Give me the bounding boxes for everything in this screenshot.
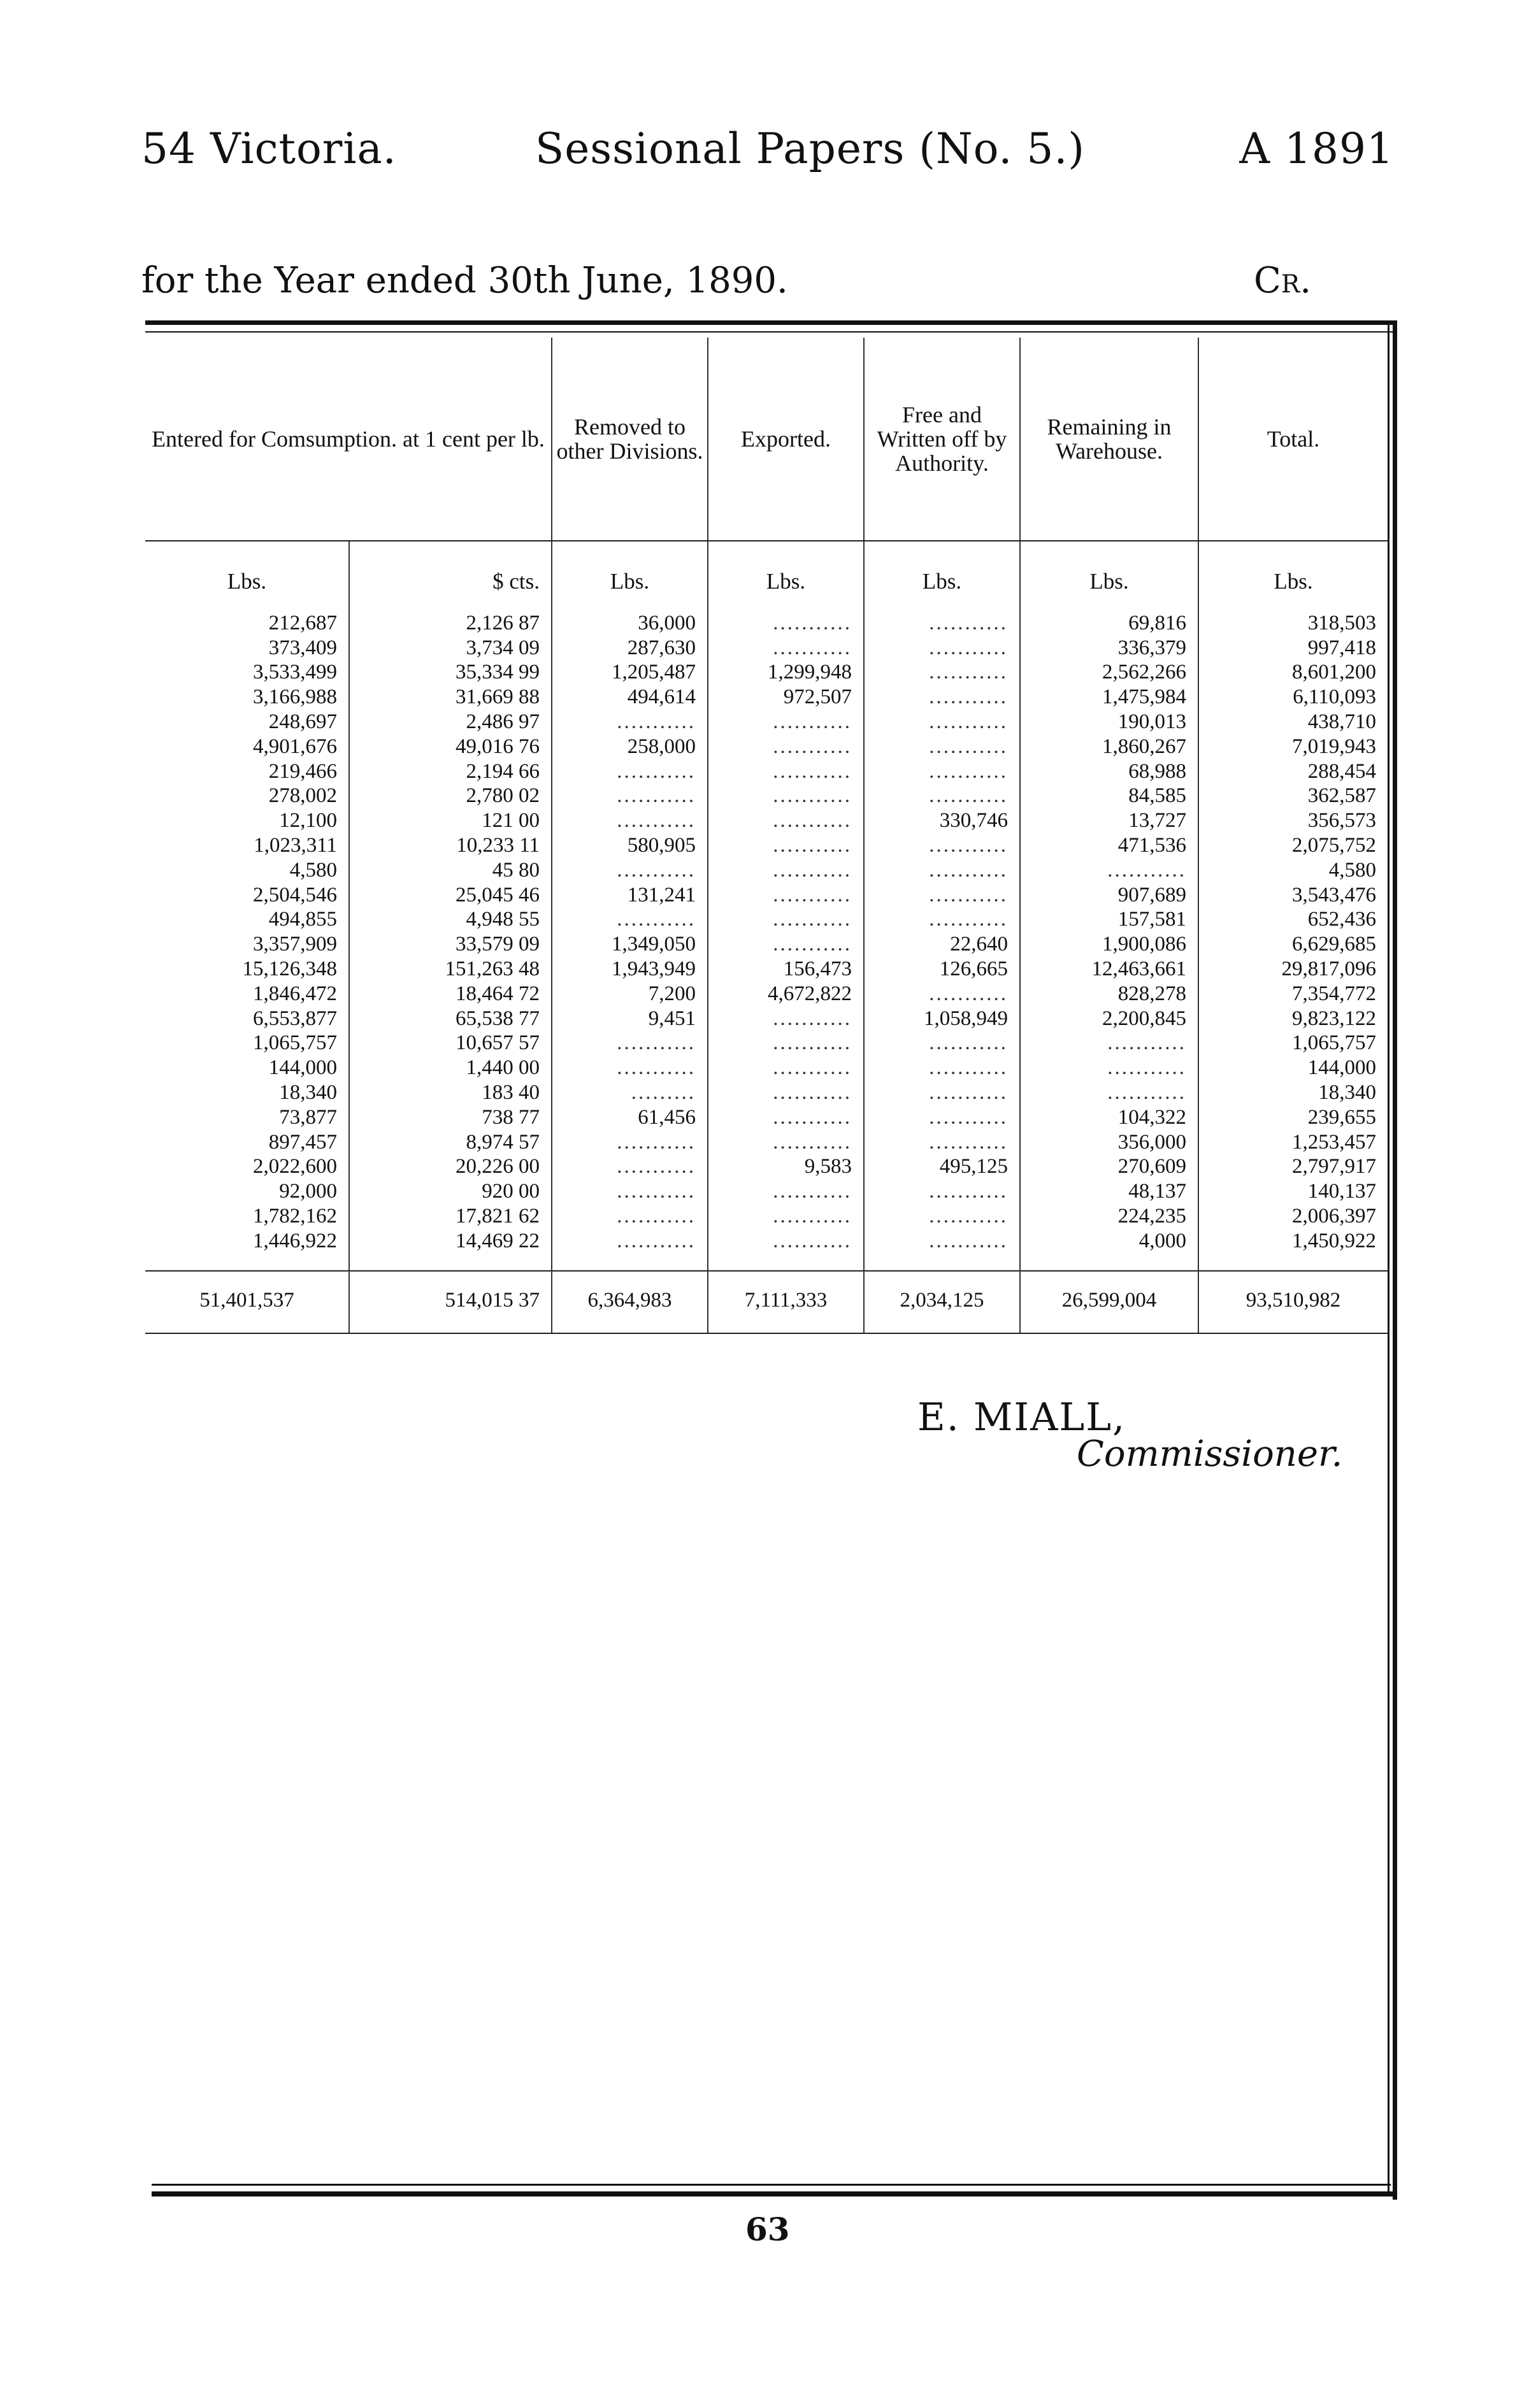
table-cell: ........... <box>773 636 852 659</box>
table-cell: 356,000 <box>1117 1130 1186 1154</box>
col-header-remaining: Remaining in Warehouse. <box>1020 338 1198 541</box>
table-cell: 270,609 <box>1117 1155 1186 1179</box>
credit-label: Cr. <box>1253 260 1311 301</box>
table-cell: 471,536 <box>1117 833 1186 857</box>
table-cell: 183 40 <box>482 1080 540 1104</box>
table-cell: 330,746 <box>939 809 1008 833</box>
table-cell: 3,357,909 <box>253 933 337 956</box>
table-cell: ........... <box>617 784 696 808</box>
consumption-duty-cell <box>349 611 552 1271</box>
table-cell: 18,340 <box>279 1080 337 1104</box>
table-cell: ........... <box>773 784 852 808</box>
table-cell: 20,226 00 <box>456 1155 540 1179</box>
table-cell: ........... <box>929 883 1008 907</box>
total-consumption-duty: 514,015 37 <box>349 1271 552 1334</box>
unit-lbs: Lbs. <box>552 541 708 611</box>
table-cell: 3,543,476 <box>1292 883 1376 907</box>
right-rule-thin <box>1388 320 1389 2197</box>
col-header-consumption: Entered for Comsumption. at 1 cent per lb. <box>145 338 552 541</box>
table-cell: 144,000 <box>268 1056 337 1080</box>
signature-name: E. MIALL, <box>917 1395 1126 1440</box>
table-cell: ........... <box>617 809 696 833</box>
table-cell: 356,573 <box>1307 809 1376 833</box>
table-cell: ........... <box>929 784 1008 808</box>
table-cell: 495,125 <box>939 1155 1008 1179</box>
table-cell: 997,418 <box>1307 636 1376 659</box>
table-cell: 258,000 <box>627 735 696 758</box>
table-cell: 1,299,948 <box>768 661 852 684</box>
header-title: Sessional Papers (No. 5.) <box>535 124 1086 173</box>
unit-dollars: $ cts. <box>349 541 552 611</box>
table-cell: ........... <box>617 908 696 931</box>
table-cell: 4,000 <box>1138 1229 1186 1252</box>
units-row <box>145 541 1388 611</box>
table-cell: 1,943,949 <box>612 957 696 980</box>
table-cell: 1,065,757 <box>1292 1031 1376 1055</box>
total-consumption-lbs: 51,401,537 <box>145 1271 349 1334</box>
table-cell: 2,486 97 <box>466 710 540 733</box>
table-cell: 10,233 11 <box>456 833 540 857</box>
table-cell: ........... <box>773 1080 852 1104</box>
table-cell: ........... <box>1107 1031 1186 1055</box>
table-cell: 104,322 <box>1117 1105 1186 1129</box>
table-cell: 121 00 <box>482 809 540 833</box>
table-cell: ........... <box>1107 1080 1186 1104</box>
table-cell: 907,689 <box>1117 883 1186 907</box>
table-cell: 8,974 57 <box>466 1130 540 1154</box>
table-cell: ........... <box>773 1031 852 1055</box>
table-cell: 7,019,943 <box>1292 735 1376 758</box>
table-cell: 84,585 <box>1128 784 1186 808</box>
table-cell: ........... <box>929 710 1008 733</box>
table-cell: ........... <box>929 661 1008 684</box>
table-cell: ........... <box>773 883 852 907</box>
unit-lbs: Lbs. <box>1020 541 1198 611</box>
table-cell: 1,205,487 <box>612 661 696 684</box>
table-cell: 1,475,984 <box>1102 685 1186 709</box>
table-cell: 2,562,266 <box>1102 661 1186 684</box>
table-cell: 2,780 02 <box>466 784 540 808</box>
table-cell: 2,022,600 <box>253 1155 337 1179</box>
table-cell: 131,241 <box>627 883 696 907</box>
table-cell: 1,900,086 <box>1102 933 1186 956</box>
table-cell: ........... <box>617 1180 696 1203</box>
table-cell: 224,235 <box>1117 1204 1186 1228</box>
table-cell: 1,846,472 <box>253 982 337 1005</box>
table-cell: ........... <box>929 982 1008 1005</box>
table-cell: ........... <box>617 1056 696 1080</box>
table-body-row <box>145 611 1388 1271</box>
table-cell: 61,456 <box>638 1105 696 1129</box>
table-cell: 126,665 <box>939 957 1008 980</box>
grand-total: 93,510,982 <box>1198 1271 1388 1334</box>
col-header-removed: Removed to other Divisions. <box>552 338 708 541</box>
table-cell: 68,988 <box>1128 759 1186 783</box>
table-cell: ........... <box>773 858 852 882</box>
table-cell: 920 00 <box>482 1180 540 1203</box>
table-cell: ........... <box>773 1007 852 1030</box>
table-cell: 219,466 <box>268 759 337 783</box>
table-cell: 6,553,877 <box>253 1007 337 1030</box>
table-cell: ........... <box>773 710 852 733</box>
period-caption: for the Year ended 30th June, 1890. <box>141 260 788 301</box>
table-cell: 494,855 <box>268 908 337 931</box>
table-cell: 1,253,457 <box>1292 1130 1376 1154</box>
table-cell: 144,000 <box>1307 1056 1376 1080</box>
table-cell: ........... <box>773 1105 852 1129</box>
table-cell: 18,340 <box>1318 1080 1376 1104</box>
table-cell: ........... <box>617 1204 696 1228</box>
total-free: 2,034,125 <box>864 1271 1020 1334</box>
table-cell: 4,580 <box>1328 858 1376 882</box>
top-rule-thin <box>145 331 1394 333</box>
table-cell: ........... <box>929 1080 1008 1104</box>
table-cell: 1,446,922 <box>253 1229 337 1252</box>
totals-row <box>145 1271 1388 1334</box>
table-cell: 438,710 <box>1307 710 1376 733</box>
table-cell: ........... <box>773 1056 852 1080</box>
table-cell: 9,451 <box>648 1007 696 1030</box>
table-cell: ........... <box>929 858 1008 882</box>
table-cell: 156,473 <box>783 957 852 980</box>
table-cell: 1,782,162 <box>253 1204 337 1228</box>
table-cell: 12,463,661 <box>1091 957 1186 980</box>
table-cell: 7,354,772 <box>1292 982 1376 1005</box>
consumption-lbs-cell <box>145 611 349 1271</box>
table-cell: 45 80 <box>492 858 540 882</box>
table-cell: 373,409 <box>268 636 337 659</box>
table-cell: 9,823,122 <box>1292 1007 1376 1030</box>
table-cell: ........... <box>929 759 1008 783</box>
table-cell: 4,948 55 <box>466 908 540 931</box>
table-cell: 4,672,822 <box>768 982 852 1005</box>
table-cell: ........... <box>929 1031 1008 1055</box>
table-cell: 4,901,676 <box>253 735 337 758</box>
table-cell: 10,657 57 <box>456 1031 540 1055</box>
table-cell: 2,075,752 <box>1292 833 1376 857</box>
table-cell: 6,629,685 <box>1292 933 1376 956</box>
table-cell: 248,697 <box>268 710 337 733</box>
table-header-row <box>145 338 1388 541</box>
exported-cell <box>708 611 864 1271</box>
table-cell: 1,450,922 <box>1292 1229 1376 1252</box>
table-cell: 157,581 <box>1117 908 1186 931</box>
table-cell: ........... <box>617 1130 696 1154</box>
table-cell: 278,002 <box>268 784 337 808</box>
header-year: A 1891 <box>1239 124 1394 173</box>
table-cell: 2,126 87 <box>466 611 540 634</box>
table-cell: ........... <box>929 1056 1008 1080</box>
table-cell: 31,669 88 <box>456 685 540 709</box>
table-cell: 73,877 <box>279 1105 337 1129</box>
right-rule <box>1393 320 1397 2200</box>
table-cell: 49,016 76 <box>456 735 540 758</box>
unit-lbs: Lbs. <box>864 541 1020 611</box>
table-cell: 494,614 <box>627 685 696 709</box>
table-cell: 7,200 <box>648 982 696 1005</box>
table-cell: 33,579 09 <box>456 933 540 956</box>
table-cell: ........... <box>929 1180 1008 1203</box>
table-cell: 29,817,096 <box>1281 957 1376 980</box>
table-cell: 1,349,050 <box>612 933 696 956</box>
table-cell: 25,045 46 <box>456 883 540 907</box>
table-cell: ........... <box>929 833 1008 857</box>
bottom-rule <box>152 2191 1397 2197</box>
table-cell: 3,166,988 <box>253 685 337 709</box>
table-cell: 2,504,546 <box>253 883 337 907</box>
table-cell: ........... <box>773 1229 852 1252</box>
table-cell: 2,006,397 <box>1292 1204 1376 1228</box>
col-header-exported: Exported. <box>708 338 864 541</box>
table-cell: 2,200,845 <box>1102 1007 1186 1030</box>
total-removed: 6,364,983 <box>552 1271 708 1334</box>
table-cell: 1,440 00 <box>466 1056 540 1080</box>
table-cell: ........... <box>929 636 1008 659</box>
table-cell: 738 77 <box>482 1105 540 1129</box>
table-cell: 65,538 77 <box>456 1007 540 1030</box>
table-cell: 6,110,093 <box>1293 685 1376 709</box>
table-cell: 48,137 <box>1128 1180 1186 1203</box>
table-cell: 212,687 <box>268 611 337 634</box>
page-number: 63 <box>745 2211 790 2248</box>
table-cell: ......... <box>631 1080 696 1104</box>
table-cell: ........... <box>773 759 852 783</box>
table-cell: 35,334 99 <box>456 661 540 684</box>
table-cell: 288,454 <box>1307 759 1376 783</box>
table-cell: 92,000 <box>279 1180 337 1203</box>
table-cell: ........... <box>929 1130 1008 1154</box>
table-cell: 2,194 66 <box>466 759 540 783</box>
table-cell: 336,379 <box>1117 636 1186 659</box>
table-cell: 22,640 <box>950 933 1008 956</box>
table-cell: 9,583 <box>804 1155 852 1179</box>
total-exported: 7,111,333 <box>708 1271 864 1334</box>
bottom-rule-thin <box>152 2184 1391 2186</box>
table-cell: ........... <box>929 1105 1008 1129</box>
table-cell: 8,601,200 <box>1292 661 1376 684</box>
table-cell: 318,503 <box>1307 611 1376 634</box>
table-cell: ........... <box>929 611 1008 634</box>
col-header-free: Free and Written off by Authority. <box>864 338 1020 541</box>
table-cell: ........... <box>617 710 696 733</box>
table-cell: ........... <box>617 1155 696 1179</box>
table-cell: ........... <box>773 611 852 634</box>
table-cell: 1,860,267 <box>1102 735 1186 758</box>
unit-lbs: Lbs. <box>708 541 864 611</box>
table-cell: ........... <box>773 1204 852 1228</box>
col-header-total: Total. <box>1198 338 1388 541</box>
table-cell: ........... <box>773 1130 852 1154</box>
table-cell: 12,100 <box>279 809 337 833</box>
free-cell <box>864 611 1020 1271</box>
total-remaining: 26,599,004 <box>1020 1271 1198 1334</box>
top-rule <box>145 320 1394 325</box>
table-cell: 897,457 <box>268 1130 337 1154</box>
remaining-cell <box>1020 611 1198 1271</box>
table-cell: 18,464 72 <box>456 982 540 1005</box>
table-cell: ........... <box>773 1180 852 1203</box>
table-cell: 972,507 <box>783 685 852 709</box>
signature-title: Commissioner. <box>1077 1433 1343 1475</box>
table-cell: ........... <box>617 1229 696 1252</box>
table-cell: 14,469 22 <box>456 1229 540 1252</box>
table-cell: 1,058,949 <box>924 1007 1008 1030</box>
table-cell: 17,821 62 <box>456 1204 540 1228</box>
table-cell: ........... <box>617 759 696 783</box>
table-cell: ........... <box>773 809 852 833</box>
table-cell: ........... <box>617 858 696 882</box>
table-cell: 2,797,917 <box>1292 1155 1376 1179</box>
table-cell: ........... <box>773 908 852 931</box>
total-cell <box>1198 611 1388 1271</box>
table-cell: ........... <box>1107 1056 1186 1080</box>
table-cell: 652,436 <box>1307 908 1376 931</box>
warehouse-table <box>145 338 1388 1334</box>
unit-lbs: Lbs. <box>1198 541 1388 611</box>
table-cell: 3,533,499 <box>253 661 337 684</box>
table-cell: 239,655 <box>1307 1105 1376 1129</box>
table-cell: 36,000 <box>638 611 696 634</box>
table-cell: 190,013 <box>1117 710 1186 733</box>
table-cell: 13,727 <box>1128 809 1186 833</box>
table-cell: 362,587 <box>1307 784 1376 808</box>
table-cell: 828,278 <box>1117 982 1186 1005</box>
table-cell: 1,023,311 <box>254 833 337 857</box>
table-cell: ........... <box>773 735 852 758</box>
table-cell: ........... <box>929 1229 1008 1252</box>
table-cell: 1,065,757 <box>253 1031 337 1055</box>
table-cell: ........... <box>773 833 852 857</box>
table-cell: 3,734 09 <box>466 636 540 659</box>
table-cell: ........... <box>617 1031 696 1055</box>
table-cell: 580,905 <box>627 833 696 857</box>
table-cell: ........... <box>929 908 1008 931</box>
table-cell: 140,137 <box>1307 1180 1376 1203</box>
unit-lbs: Lbs. <box>227 569 267 594</box>
header-volume: 54 Victoria. <box>141 124 397 173</box>
table-cell: ........... <box>929 1204 1008 1228</box>
table-cell: 15,126,348 <box>242 957 337 980</box>
table-cell: ........... <box>929 735 1008 758</box>
table-cell: 4,580 <box>289 858 337 882</box>
table-cell: ........... <box>929 685 1008 709</box>
table-cell: 287,630 <box>627 636 696 659</box>
table-cell: ........... <box>1107 858 1186 882</box>
table-cell: 151,263 48 <box>445 957 540 980</box>
table-cell: 69,816 <box>1128 611 1186 634</box>
removed-cell <box>552 611 708 1271</box>
table-cell: ........... <box>773 933 852 956</box>
